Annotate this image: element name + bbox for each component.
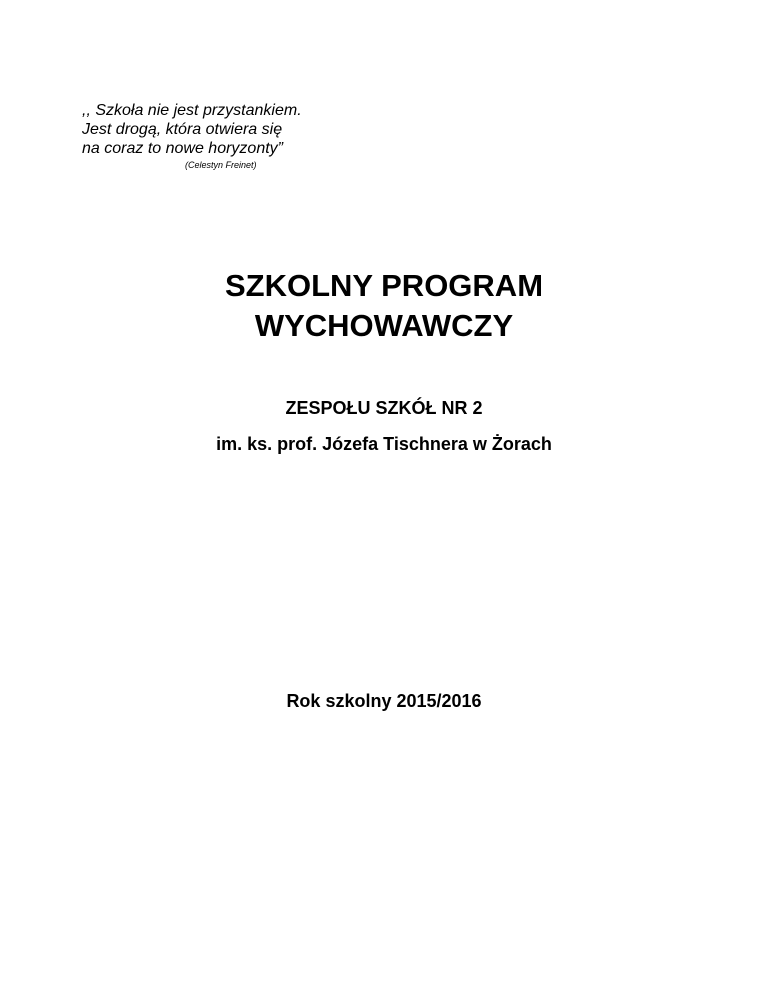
school-year: Rok szkolny 2015/2016 <box>286 691 482 711</box>
title-line-2: WYCHOWAWCZY <box>254 308 514 343</box>
quote-line-1: ,, Szkoła nie jest przystankiem. <box>82 102 302 119</box>
school-patron: im. ks. prof. Józefa Tischnera w Żorach <box>216 434 552 454</box>
quote-line-2: Jest drogą, która otwiera się <box>82 121 283 138</box>
motto-quote <box>82 101 402 171</box>
quote-author: (Celestyn Freinet) <box>185 160 257 170</box>
document-title <box>0 266 768 346</box>
quote-line-3: na coraz to nowe horyzonty” <box>82 140 283 157</box>
school-name: ZESPOŁU SZKÓŁ NR 2 <box>285 398 483 418</box>
title-line-1: SZKOLNY PROGRAM <box>224 268 544 303</box>
